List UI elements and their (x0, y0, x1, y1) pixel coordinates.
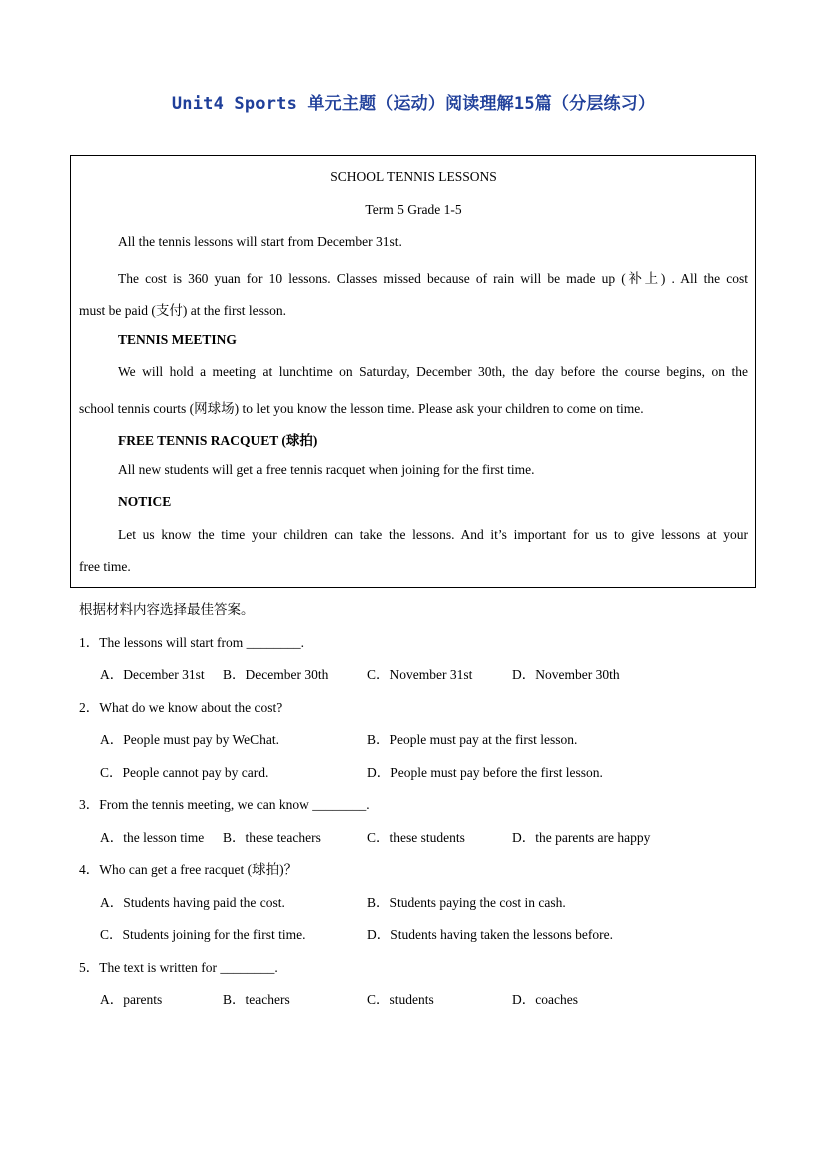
question-5-option-c: C．students (367, 992, 434, 1007)
question-4-option-d: D．Students having taken the lessons before. (367, 927, 613, 942)
racquet-heading: FREE TENNIS RACQUET (球拍) (118, 433, 318, 448)
question-2-option-a: A．People must pay by WeChat. (100, 732, 280, 747)
question-1-option-d: D．November 30th (512, 667, 620, 682)
question-5-option-d: D．coaches (512, 992, 578, 1007)
notice-line-1: Let us know the time your children can take the lessons. And it’s important for us to give lessons at your (118, 527, 748, 542)
question-1-option-b: B．December 30th (223, 667, 329, 682)
meeting-line-2: school tennis courts (网球场) to let you know the lesson time. Please ask your children to come on time. (79, 401, 644, 416)
question-4-option-c: C．Students joining for the first time. (100, 927, 306, 942)
racquet-text: All new students will get a free tennis racquet when joining for the first time. (118, 462, 535, 477)
question-2-option-b: B．People must pay at the first lesson. (367, 732, 578, 747)
question-4-option-b: B．Students paying the cost in cash. (367, 895, 566, 910)
notice-line-2: free time. (79, 559, 131, 574)
question-5-option-a: A．parents (100, 992, 163, 1007)
question-2-option-c: C．People cannot pay by card. (100, 765, 269, 780)
passage-paragraph-2-line-1: The cost is 360 yuan for 10 lessons. Classes missed because of rain will be made up (补上) . All the cost (118, 271, 748, 286)
passage-heading: SCHOOL TENNIS LESSONS (330, 169, 497, 184)
notice-heading: NOTICE (118, 494, 172, 509)
question-3-option-c: C．these students (367, 830, 465, 845)
meeting-heading: TENNIS MEETING (118, 332, 237, 347)
passage-paragraph-1: All the tennis lessons will start from December 31st. (118, 234, 402, 249)
question-3-option-a: A．the lesson time (100, 830, 205, 845)
question-5-stem: 5．The text is written for ________. (79, 960, 278, 975)
question-1-stem: 1．The lessons will start from ________. (79, 635, 304, 650)
question-1-option-a: A．December 31st (100, 667, 205, 682)
question-3-option-b: B．these teachers (223, 830, 321, 845)
instruction: 根据材料内容选择最佳答案。 (79, 602, 255, 617)
question-3-option-d: D．the parents are happy (512, 830, 651, 845)
question-1-option-c: C．November 31st (367, 667, 473, 682)
passage-paragraph-2-line-2: must be paid (支付) at the first lesson. (79, 303, 286, 318)
document-title: Unit4 Sports 单元主题（运动）阅读理解15篇（分层练习） (171, 94, 656, 114)
passage-subheading: Term 5 Grade 1-5 (365, 202, 462, 217)
question-4-stem: 4．Who can get a free racquet (球拍)？ (79, 862, 298, 877)
question-4-option-a: A．Students having paid the cost. (100, 895, 285, 910)
question-2-option-d: D．People must pay before the first lesson. (367, 765, 603, 780)
question-3-stem: 3．From the tennis meeting, we can know ________. (79, 797, 370, 812)
question-2-stem: 2．What do we know about the cost? (79, 700, 283, 715)
question-5-option-b: B．teachers (223, 992, 290, 1007)
meeting-line-1: We will hold a meeting at lunchtime on Saturday, December 30th, the day before the course begins, on the (118, 364, 748, 379)
